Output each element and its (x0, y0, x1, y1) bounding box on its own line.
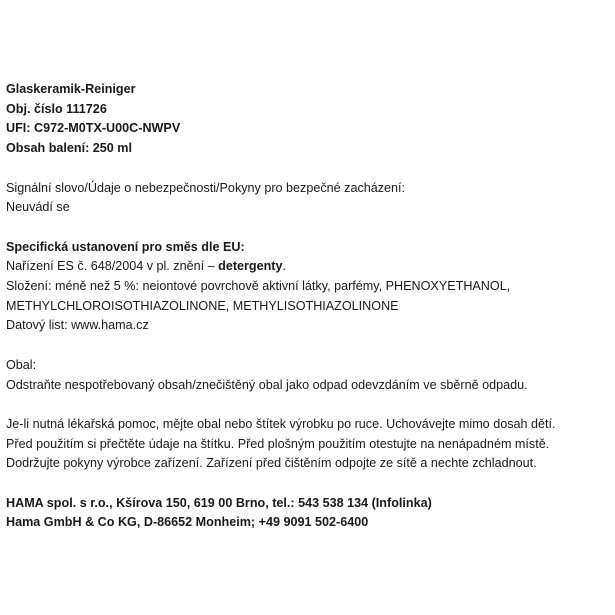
spacer (6, 159, 606, 179)
eu-composition-line-1: Složení: méně než 5 %: neiontové povrchově aktivní látky, parfémy, PHENOXYETHANOL, (6, 279, 511, 293)
hazard-heading: Signální slovo/Údaje o nebezpečnosti/Pokyny pro bezpečné zacházení: (6, 180, 406, 195)
manufacturer-line-1: HAMA spol. s r.o., Kšírova 150, 619 00 Brno, tel.: 543 538 134 (Infolinka) (6, 495, 432, 510)
eu-regulation (6, 257, 606, 277)
manufacturer-line-2: Hama GmbH & Co KG, D-86652 Monheim; +49 9091 502-6400 (6, 515, 369, 530)
spacer (6, 218, 606, 238)
eu-heading: Specifická ustanovení pro směs dle EU: (6, 239, 245, 254)
eu-datasheet: Datový list: www.hama.cz (6, 318, 149, 333)
spacer (6, 395, 606, 415)
product-name: Glaskeramik-Reiniger (6, 82, 136, 96)
packaging-heading: Obal: (6, 357, 37, 372)
instructions-line-3: Dodržujte pokyny výrobce zařízení. Zařízení před čištěním odpojte ze sítě a nechte zchladnout. (6, 456, 537, 471)
product-ufi-code: UFI: C972-M0TX-U00C-NWPV (6, 121, 181, 136)
eu-regulation-suffix: . (282, 259, 287, 274)
eu-regulation-prefix: Nařízení ES č. 648/2004 v pl. znění – (6, 259, 219, 274)
eu-regulation-detergents: detergenty (218, 259, 283, 274)
product-object-number: Obj. číslo 111726 (6, 101, 107, 116)
label-document (6, 80, 606, 533)
spacer (6, 336, 606, 356)
instructions-line-1: Je-li nutná lékařská pomoc, mějte obal nebo štítek výrobku po ruce. Uchovávejte mimo dosah dětí. (6, 416, 556, 431)
packaging-text: Odstraňte nespotřebovaný obsah/znečištěný obal jako odpad odevzdáním ve sběrně odpadu. (6, 377, 528, 392)
instructions-line-2: Před použitím si přečtěte údaje na štítku. Před plošným použitím otestujte na nenápadném místě. (6, 436, 550, 451)
spacer (6, 474, 606, 494)
eu-composition-line-2: METHYLCHLOROISOTHIAZOLINONE, METHYLISOTHIAZOLINONE (6, 298, 399, 313)
product-content: Obsah balení: 250 ml (6, 141, 132, 156)
hazard-value: Neuvádí se (6, 200, 70, 215)
